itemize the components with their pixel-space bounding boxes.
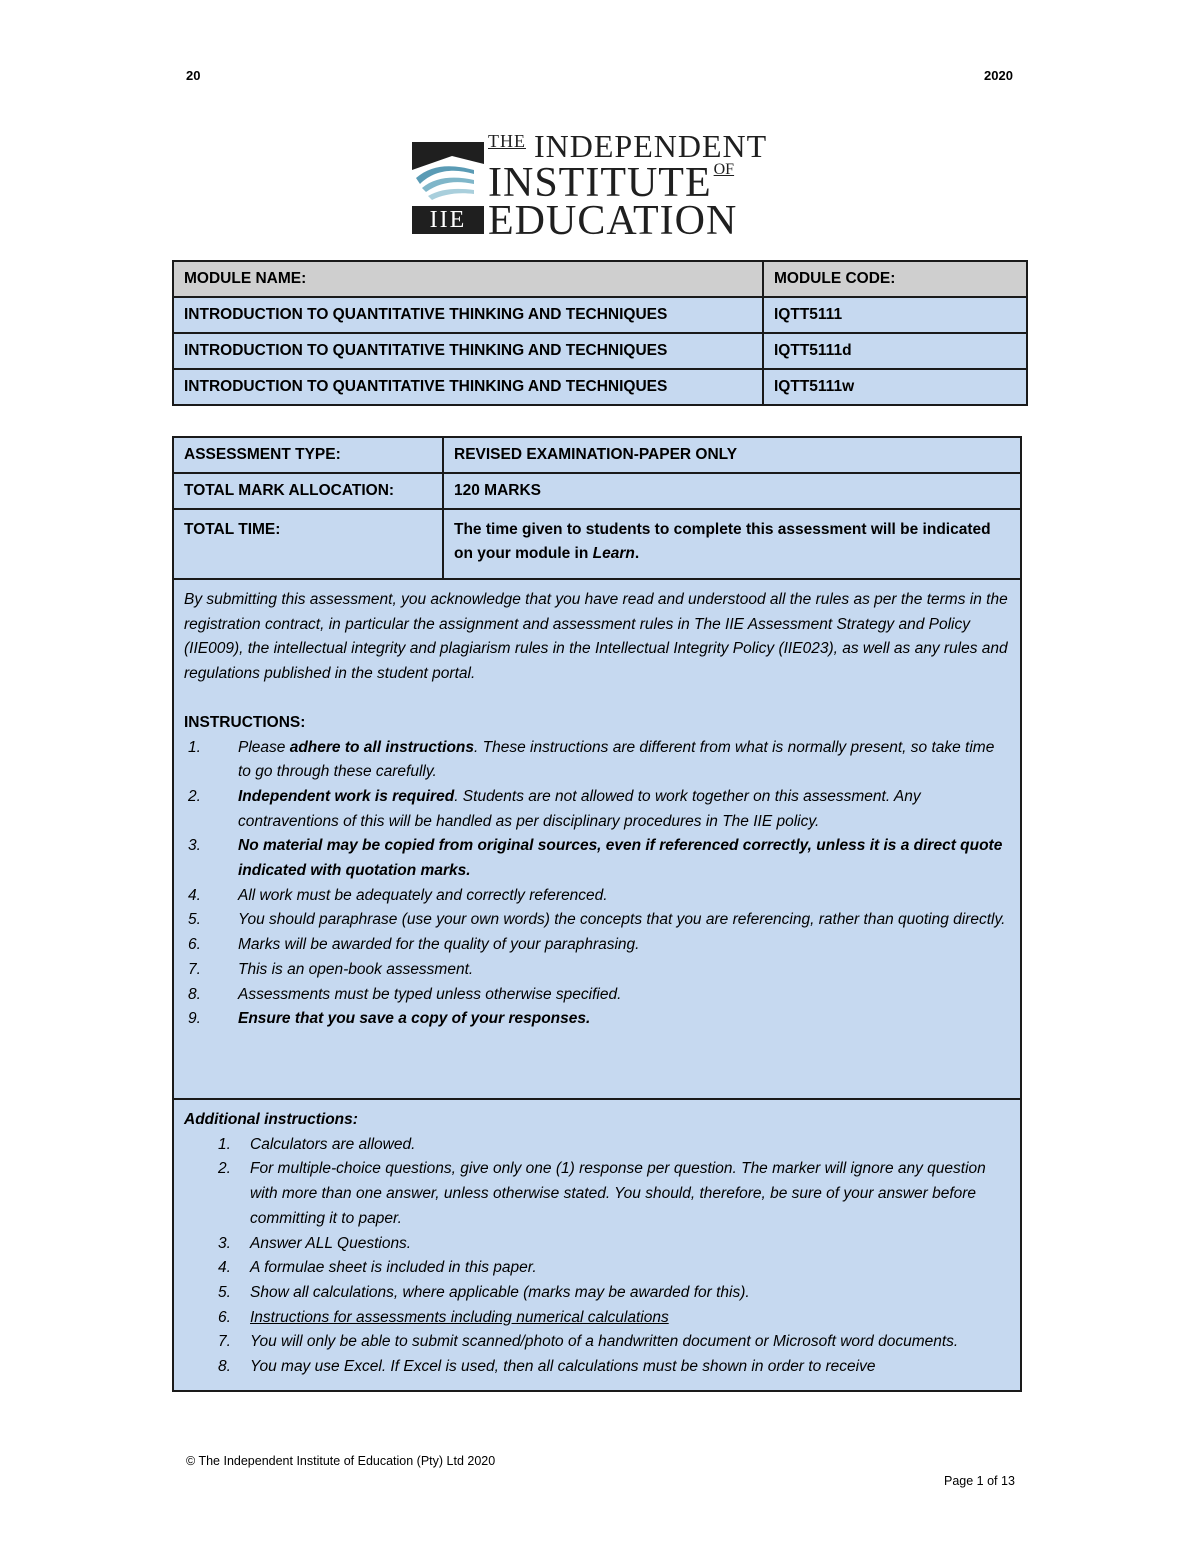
instructions-list [184, 736, 1010, 1032]
additional-title: Additional instructions: [184, 1111, 358, 1128]
list-item: 8. You may use Excel. If Excel is used, then all calculations must be shown in order to receive [218, 1358, 876, 1376]
total-time-value [443, 509, 1021, 579]
assessment-table [172, 436, 1022, 1392]
instructions-row [173, 579, 1021, 1099]
list-item: 1. Please adhere to all instructions. These instructions are different from what is normally present, so take time to go through these carefully. [188, 738, 995, 781]
additional-8: You may use Excel. If Excel is used, then all calculations must be shown in order to receive [250, 1358, 876, 1376]
instruction-4: All work must be adequately and correctly referenced. [238, 886, 608, 904]
logo-the: THE [488, 131, 526, 151]
acknowledgement-text: By submitting this assessment, you acknowledge that you have read and understood all the rules as per the terms in the registration contract, in particular the assignment and assessment rules in The IIE Assessment Strategy and Policy (IIE009), the intellectual integrity and plagiarism rules in the Intellectual Integrity Policy (IIE023), as well as any rules and regulations published in the student portal. [184, 591, 1008, 683]
module-name-cell: INTRODUCTION TO QUANTITATIVE THINKING AND TECHNIQUES [173, 297, 763, 333]
module-name-cell: INTRODUCTION TO QUANTITATIVE THINKING AND TECHNIQUES [173, 369, 763, 405]
list-item: 3. No material may be copied from original sources, even if referenced correctly, unless it is a direct quote indicated with quotation marks. [188, 837, 1003, 880]
total-time-label: TOTAL TIME: [173, 509, 443, 579]
list-item: 3. Answer ALL Questions. [218, 1234, 412, 1252]
total-marks-label: TOTAL MARK ALLOCATION: [173, 473, 443, 509]
logo-line2-text: INSTITUTE [488, 160, 712, 206]
table-row [173, 333, 1027, 369]
list-item: 2. For multiple-choice questions, give only one (1) response per question. The marker will ignore any question with more than one answer, unless otherwise stated. You should, therefore, be sure of your answer before committing it to paper. [218, 1160, 986, 1227]
module-code-header: MODULE CODE: [763, 261, 1027, 297]
additional-cell [173, 1099, 1021, 1391]
logo-line3: EDUCATION [488, 198, 738, 244]
additional-7: You will only be able to submit scanned/photo of a handwritten document or Microsoft word documents. [250, 1333, 959, 1351]
module-code-cell: IQTT5111 [763, 297, 1027, 333]
additional-1: Calculators are allowed. [250, 1135, 416, 1153]
module-code-cell: IQTT5111d [763, 333, 1027, 369]
additional-row [173, 1099, 1021, 1391]
list-item: 2. Independent work is required. Students are not allowed to work together on this assessment. Any contraventions of this will be handled as per disciplinary procedures in The IIE policy. [188, 787, 921, 830]
list-item: 6. Instructions for assessments including numerical calculations [218, 1308, 669, 1326]
module-name-cell: INTRODUCTION TO QUANTITATIVE THINKING AND TECHNIQUES [173, 333, 763, 369]
instruction-2-a: Independent work is required [238, 787, 455, 805]
logo-line1: INDEPENDENT [534, 128, 768, 164]
instruction-2-b: . Students are not allowed to work together on this assessment. Any contraventions of this will be handled as per disciplinary procedures in The IIE policy. [238, 787, 921, 830]
header-left: 20 [186, 68, 201, 83]
total-time-end: . [634, 545, 640, 562]
assessment-type-row [173, 437, 1021, 473]
total-time-text: The time given to students to complete this assessment will be indicated on your module in [454, 521, 991, 562]
list-item: 4. All work must be adequately and correctly referenced. [188, 886, 608, 904]
list-item: 1. Calculators are allowed. [218, 1135, 416, 1153]
instruction-3: No material may be copied from original sources, even if referenced correctly, unless it is a direct quote indicated with quotation marks. [238, 837, 1003, 880]
list-item: 9. Ensure that you save a copy of your responses. [188, 1010, 591, 1028]
instruction-7: This is an open-book assessment. [238, 960, 474, 978]
page-number: Page 1 of 13 [944, 1474, 1015, 1488]
instruction-9: Ensure that you save a copy of your responses. [238, 1010, 591, 1028]
instruction-1-a: Please [238, 738, 290, 756]
list-item: 6. Marks will be awarded for the quality of your paraphrasing. [188, 936, 640, 954]
total-marks-value: 120 MARKS [443, 473, 1021, 509]
additional-4: A formulae sheet is included in this paper. [250, 1259, 537, 1277]
list-item: 5. Show all calculations, where applicable (marks may be awarded for this). [218, 1283, 750, 1301]
logo-of: OF [713, 161, 735, 178]
additional-6: Instructions for assessments including numerical calculations [250, 1308, 669, 1326]
learn-text: Learn [592, 545, 635, 562]
header-right: 2020 [984, 68, 1013, 83]
additional-5: Show all calculations, where applicable (marks may be awarded for this). [250, 1283, 750, 1301]
additional-3: Answer ALL Questions. [250, 1234, 412, 1252]
list-item: 7. This is an open-book assessment. [188, 960, 474, 978]
list-item: 8. Assessments must be typed unless otherwise specified. [188, 985, 622, 1003]
instruction-1-b: adhere to all instructions [289, 738, 475, 756]
module-name-header: MODULE NAME: [173, 261, 763, 297]
module-table-header [173, 261, 1027, 297]
instructions-cell [173, 579, 1021, 1099]
additional-2: For multiple-choice questions, give only one (1) response per question. The marker will ignore any question with more than one answer, unless otherwise stated. You should, therefore, be sure of your answer before committing it to paper. [250, 1160, 986, 1227]
iie-logo [410, 128, 790, 244]
instruction-5: You should paraphrase (use your own words) the concepts that you are referencing, rather than quoting directly. [238, 911, 1006, 929]
total-time-row [173, 509, 1021, 579]
list-item: 5. You should paraphrase (use your own words) the concepts that you are referencing, rather than quoting directly. [188, 911, 1006, 929]
module-table [172, 260, 1028, 406]
logo-badge: IIE [412, 206, 484, 234]
list-item: 7. You will only be able to submit scanned/photo of a handwritten document or Microsoft word documents. [218, 1333, 959, 1351]
copyright-footer: © The Independent Institute of Education (Pty) Ltd 2020 [186, 1454, 496, 1468]
table-row [173, 297, 1027, 333]
list-item: 4. A formulae sheet is included in this paper. [218, 1259, 537, 1277]
module-code-cell: IQTT5111w [763, 369, 1027, 405]
assessment-type-label: ASSESSMENT TYPE: [173, 437, 443, 473]
additional-list [184, 1133, 1010, 1380]
total-marks-row [173, 473, 1021, 509]
instructions-title: INSTRUCTIONS: [184, 713, 306, 731]
instruction-1-c: . These instructions are different from what is normally present, so take time to go through these carefully. [238, 738, 995, 781]
instruction-6: Marks will be awarded for the quality of your paraphrasing. [238, 936, 640, 954]
assessment-type-value: REVISED EXAMINATION-PAPER ONLY [443, 437, 1021, 473]
instruction-8: Assessments must be typed unless otherwise specified. [238, 985, 622, 1003]
table-row [173, 369, 1027, 405]
